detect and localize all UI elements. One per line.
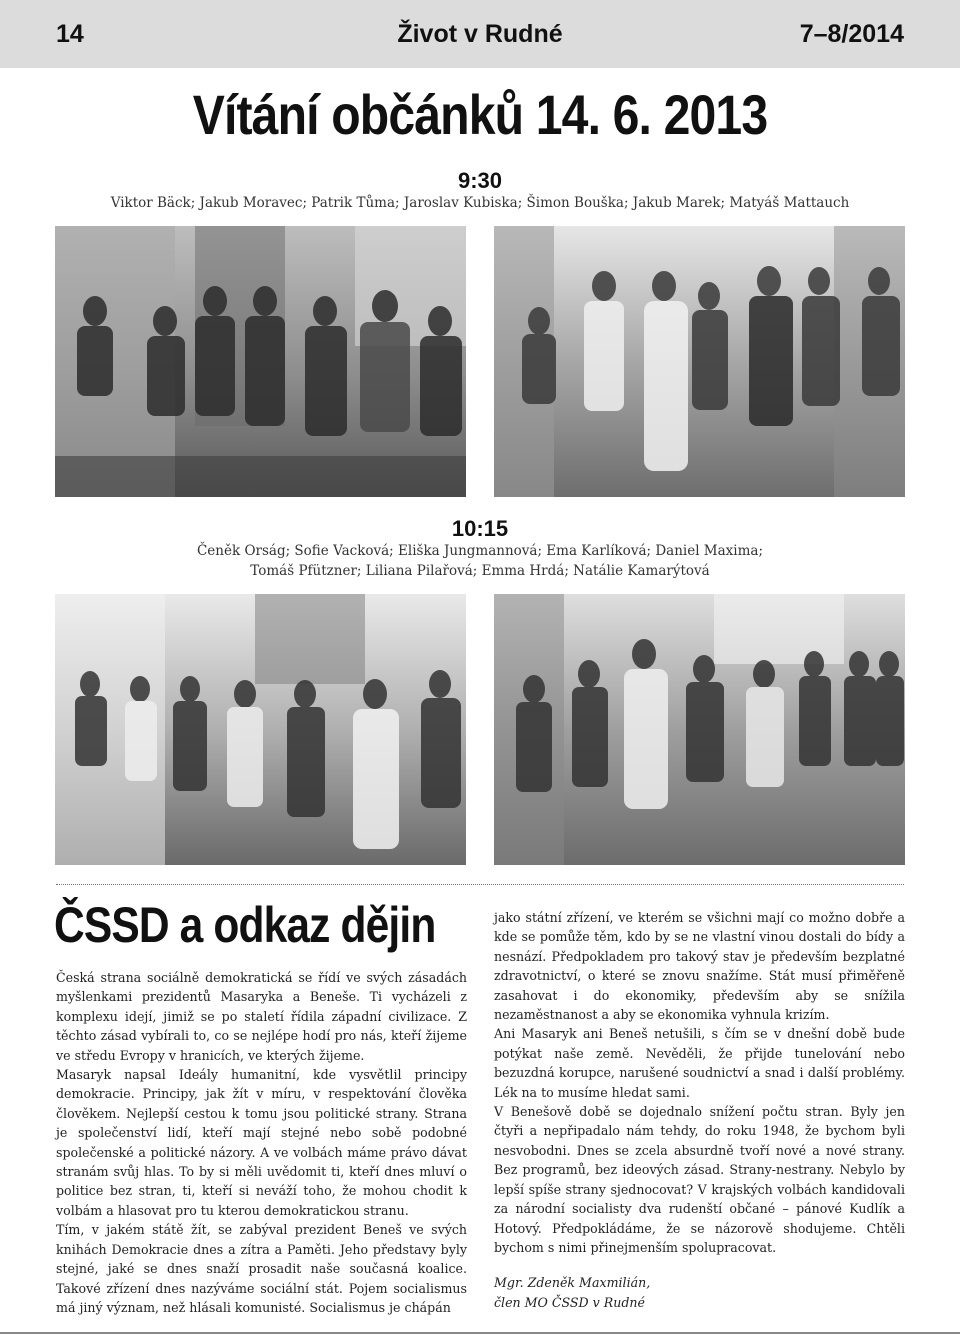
session-time-2: 10:15	[451, 516, 509, 541]
article-paragraph: Česká strana sociálně demokratická se řídí ve svých zásadách myšlenkami prezidentů Masaryka a Beneše. Ti vycházeli z komplexu idejí, jimiž se po staletí řídila západní civilizace. Z těchto zásad vybírali to, co se nejlépe hodí pro nás, kteří žijeme ve středu Evropy v hranicích, ve kterých žijeme.	[56, 970, 467, 1063]
author-role: člen MO ČSSD v Rudné	[494, 1294, 645, 1310]
article-column-left	[56, 968, 467, 1317]
section-divider	[56, 884, 904, 885]
article-paragraph: Tím, v jakém státě žít, se zabýval prezident Beneš ve svých knihách Demokracie dnes a zítra a Paměti. Jeho představy byly stejné, jaké se dnes snaží prosadit naše současná koalice. Takové zřízení dnes nazýváme sociální stát. Pojem socialismus má jiný význam, než hlásali komunisté. Socialismus je chápán	[56, 1222, 467, 1315]
author-name: Mgr. Zdeněk Maxmilián,	[494, 1275, 651, 1291]
page-title: Vítání občánků 14. 6. 2013	[192, 83, 768, 146]
session-names-2-line1: Čeněk Orság; Sofie Vacková; Eliška Jungmannová; Ema Karlíková; Daniel Maxima;	[196, 543, 764, 559]
session-names-1: Viktor Bäck; Jakub Moravec; Patrik Tůma; Jaroslav Kubiska; Šimon Bouška; Jakub Marek; Matyáš Mattauch	[110, 195, 850, 211]
photo-session-1-right	[494, 226, 905, 497]
photo-session-2-left	[55, 594, 466, 865]
session-time-1: 9:30	[457, 168, 503, 193]
photo-session-1-left	[55, 226, 466, 497]
article-paragraph: V Benešově době se dojednalo snížení počtu stran. Byly jen čtyři a nepřipadalo nám tehdy, do roku 1948, že bychom byli nesvobodni. Dnes se zcela absurdně tvoří nové a nové strany. Bez programů, bez ideových zásad. Strany-nestrany. Nebylo by lepší spíše strany sjednocovat? V krajských volbách kandidovali za národní socialisty dva rudenští občané – pánové Kudlík a Hotový. Předpokládáme, že se názorově shodujeme. Chtěli bychom s nimi přinejmenším spolupracovat.	[494, 1104, 905, 1255]
article-column-right	[494, 908, 905, 1312]
article-paragraph: Ani Masaryk ani Beneš netušili, s čím se v dnešní době bude potýkat naše země. Nevěděli, že přijde tunelování nebo bezuzdná korupce, narušené soudnictví a snad i další problémy. Lék na to musíme hledat sami.	[494, 1026, 905, 1100]
issue-number: 7–8/2014	[799, 20, 904, 48]
article-heading: ČSSD a odkaz dějin	[54, 897, 436, 953]
page-header	[0, 0, 960, 68]
article-paragraph: Masaryk napsal Ideály humanitní, kde vysvětlil principy demokracie. Principy, jak žít v míru, v respektování člověka člověkem. Nejlepší cestou k tomu jsou politické strany. Strana je společenství lidí, kteří mají stejné nebo sobě podobné společenské a politické názory. A ve volbách máme právo dávat stranám svůj hlas. To by si měli uvědomit ti, kteří dnes mluví o politice bez stran, ti, kteří si neváží toho, že mohou chodit k volbám a hlasovat pro tu kterou demokratickou stranu.	[56, 1067, 467, 1218]
bottom-rule	[0, 1332, 960, 1334]
photo-session-2-right	[494, 594, 905, 865]
publication-name: Život v Rudné	[397, 20, 563, 48]
article-paragraph: jako státní zřízení, ve kterém se všichni mají co možno dobře a kde se pomůže těm, kdo by se ne vlastní vinou dostali do bídy a nesnází. Předpokladem pro takový stav je především bezplatné zdravotnictví, o které se znovu snažíme. Stát musí přiměřeně zasahovat i do ekonomiky, především aby se snížila nezaměstnanost a aby se ekonomika vyhnula krizím.	[494, 910, 905, 1023]
session-names-2-line2: Tomáš Pfützner; Liliana Pilařová; Emma Hrdá; Natálie Kamarýtová	[250, 563, 710, 579]
page-number: 14	[56, 20, 84, 48]
